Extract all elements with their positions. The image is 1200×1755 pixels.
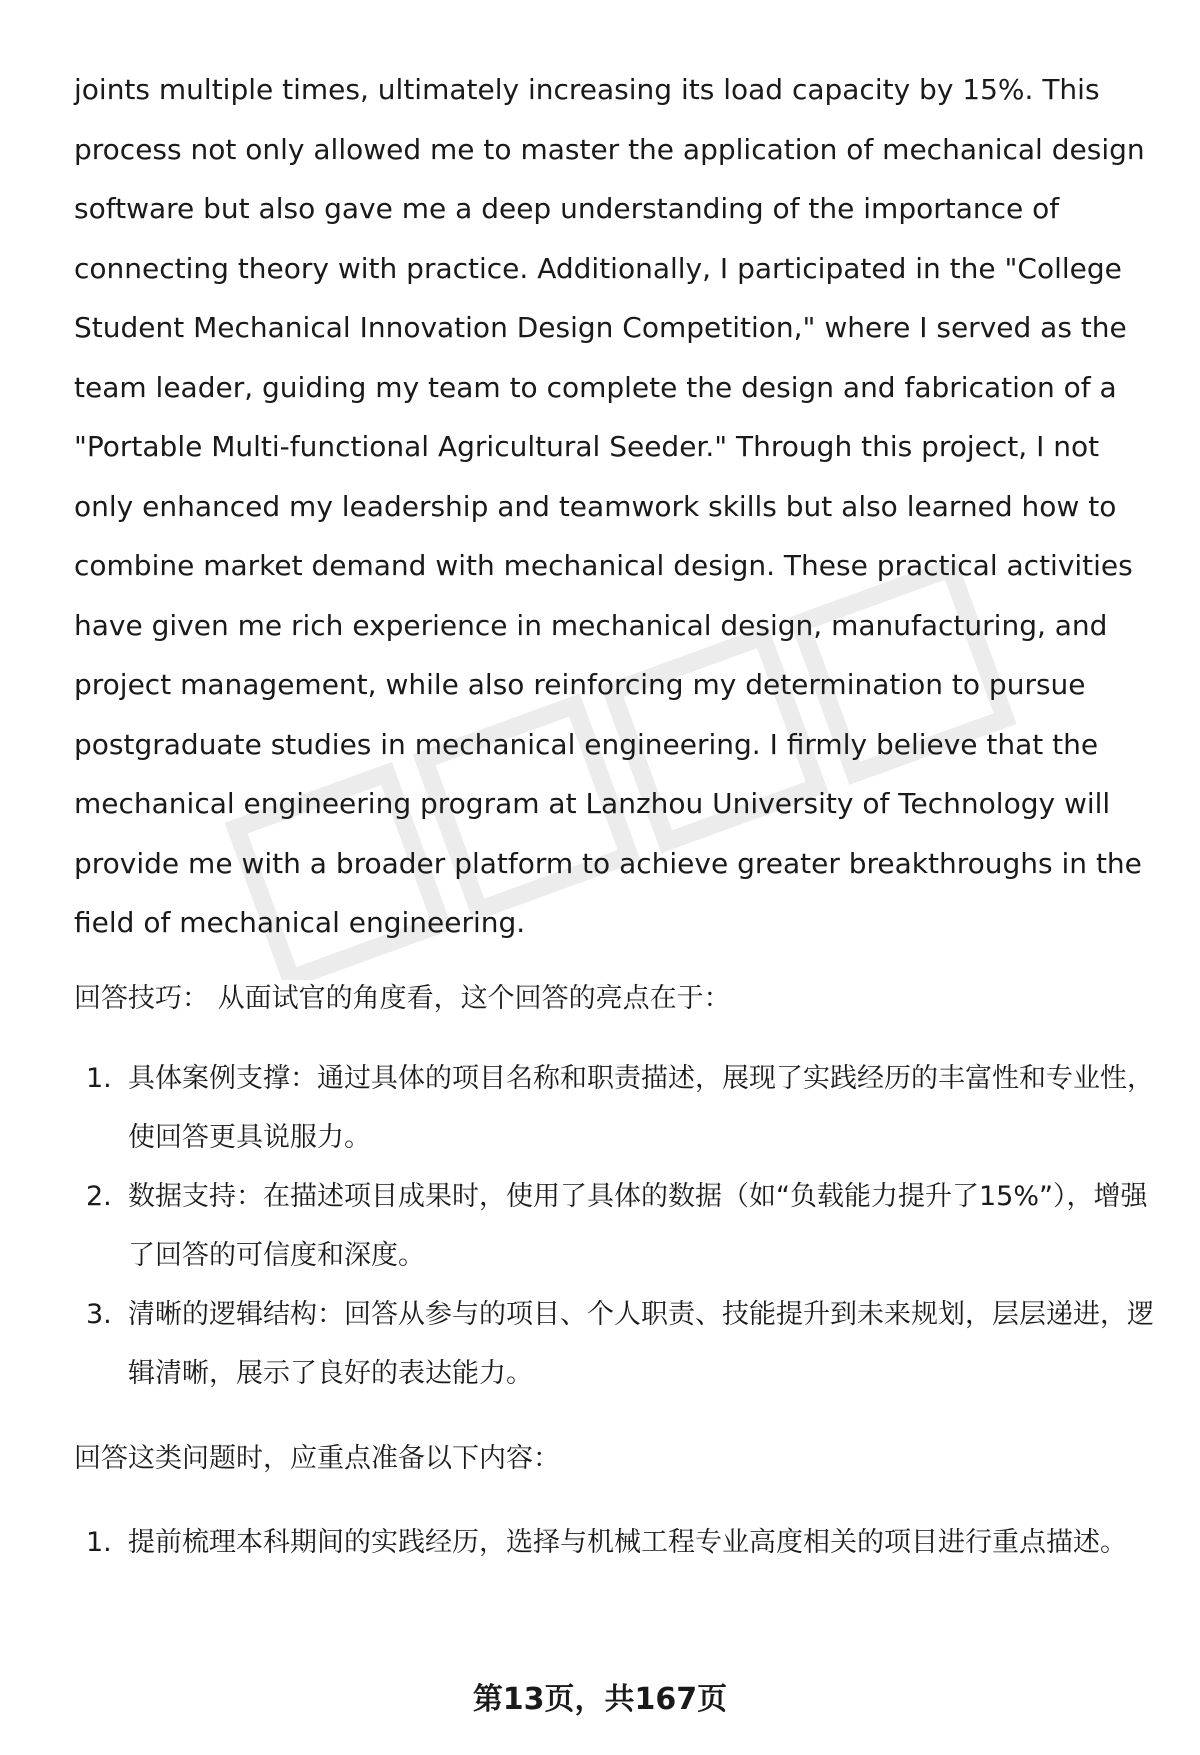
preparation-list bbox=[74, 1513, 1164, 1572]
list-number: 3. bbox=[86, 1298, 112, 1330]
list-number: 1. bbox=[86, 1526, 112, 1558]
list-item bbox=[74, 1167, 1164, 1285]
list-item bbox=[74, 1049, 1164, 1167]
list-item-text: 数据支持：在描述项目成果时，使用了具体的数据（如“负载能力提升了15%”），增强了回答的可信度和深度。 bbox=[128, 1180, 1148, 1271]
list-number: 2. bbox=[86, 1180, 112, 1212]
page-number-footer: 第13页，共167页 bbox=[472, 1682, 728, 1717]
list-item bbox=[74, 1285, 1164, 1403]
preparation-heading: 回答这类问题时，应重点准备以下内容： bbox=[74, 1442, 560, 1474]
list-item-text: 具体案例支撑：通过具体的项目名称和职责描述，展现了实践经历的丰富性和专业性，使回答更具说服力。 bbox=[128, 1062, 1154, 1153]
list-item-text: 清晰的逻辑结构：回答从参与的项目、个人职责、技能提升到未来规划，层层递进，逻辑清晰，展示了良好的表达能力。 bbox=[128, 1298, 1154, 1389]
document-page bbox=[74, 60, 1164, 1572]
list-item bbox=[74, 1513, 1164, 1572]
list-number: 1. bbox=[86, 1062, 112, 1094]
tips-heading: 回答技巧： 从面试官的角度看，这个回答的亮点在于： bbox=[74, 982, 731, 1014]
body-paragraph: joints multiple times, ultimately increasing its load capacity by 15%. This process not only allowed me to master the application of mechanical design software but also gave me a deep understanding of the importance of connecting theory with practice. Additionally, I participated in the "College Student Mechanical Innovation Design Competition," where I served as the team leader, guiding my team to complete the design and fabrication of a "Portable Multi-functional Agricultural Seeder." Through this project, I not only enhanced my leadership and teamwork skills but also learned how to combine market demand with mechanical design. These practical activities have given me rich experience in mechanical design, manufacturing, and project management, while also reinforcing my determination to pursue postgraduate studies in mechanical engineering. I firmly believe that the mechanical engineering program at Lanzhou University of Technology will provide me with a broader platform to achieve greater breakthroughs in the field of mechanical engineering. bbox=[74, 73, 1145, 939]
tips-list bbox=[74, 1049, 1164, 1403]
list-item-text: 提前梳理本科期间的实践经历，选择与机械工程专业高度相关的项目进行重点描述。 bbox=[128, 1526, 1127, 1558]
